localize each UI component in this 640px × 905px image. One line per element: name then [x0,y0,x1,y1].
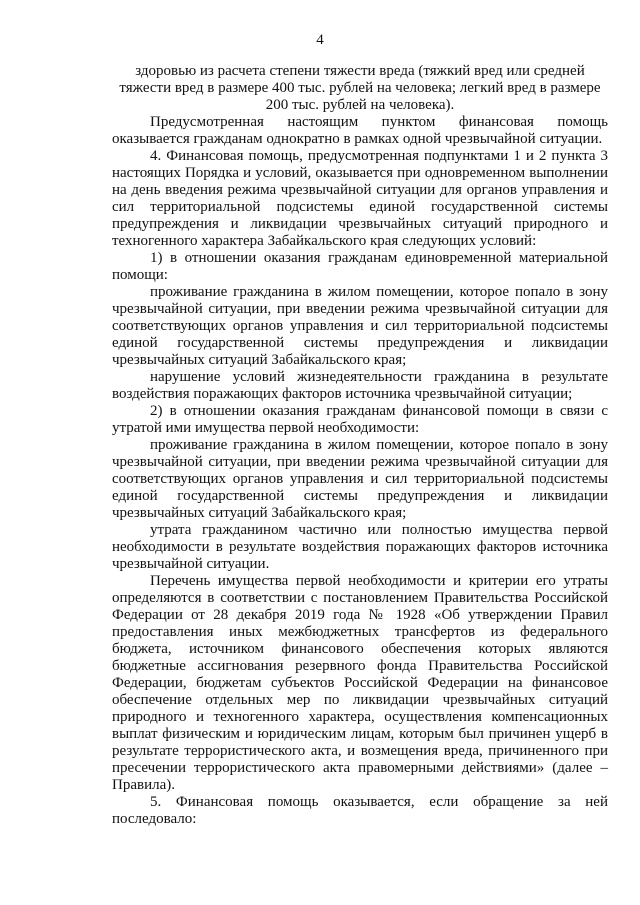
paragraph-subitem-1: 1) в отношении оказания гражданам единовременной материальной помощи: [112,250,608,283]
paragraph-subitem-2: 2) в отношении оказания гражданам финансовой помощи в связи с утратой ими имущества первой необходимости: [112,403,608,436]
page-number: 4 [316,32,324,48]
paragraph: Предусмотренная настоящим пунктом финансовая помощь оказывается гражданам однократно в рамках одной чрезвычайной ситуации. [112,114,608,147]
paragraph-item-4: 4. Финансовая помощь, предусмотренная подпунктами 1 и 2 пункта 3 настоящих Порядка и условий, оказывается при одновременном выполнении на день введения режима чрезвычайной ситуации для органов управления и сил территориальной подсистемы единой государственной системы предупреждения и ликвидации чрезвычайных ситуаций природного и техногенного характера Забайкальского края следующих условий: [112,148,608,249]
paragraph: Перечень имущества первой необходимости и критерии его утраты определяются в соответствии с постановлением Правительства Российской Федерации от 28 декабря 2019 года № 1928 «Об утверждении Правил предоставления иных межбюджетных трансфертов из федерального бюджета, источником финансового обеспечения которых являются бюджетные ассигнования резервного фонда Правительства Российской Федерации, бюджетам субъектов Российской Федерации на финансовое обеспечение отдельных мер по ликвидации чрезвычайных ситуаций природного и техногенного характера, осуществления компенсационных выплат физическим и юридическим лицам, которым был причинен ущерб в результате террористического акта, и возмещения вреда, причиненного при пресечении террористического акта правомерными действиями» (далее – Правила). [112,573,608,793]
paragraph: проживание гражданина в жилом помещении, которое попало в зону чрезвычайной ситуации, при введении режима чрезвычайной ситуации для соответствующих органов управления и сил территориальной подсистемы единой государственной системы предупреждения и ликвидации чрезвычайных ситуаций Забайкальского края; [112,284,608,368]
paragraph: проживание гражданина в жилом помещении, которое попало в зону чрезвычайной ситуации, при введении режима чрезвычайной ситуации для соответствующих органов управления и сил территориальной подсистемы единой государственной системы предупреждения и ликвидации чрезвычайных ситуаций Забайкальского края; [112,437,608,521]
paragraph: утрата гражданином частично или полностью имущества первой необходимости в результате воздействия поражающих факторов источника чрезвычайной ситуации. [112,522,608,572]
paragraph-item-5: 5. Финансовая помощь оказывается, если обращение за ней последовало: [112,794,608,827]
paragraph: нарушение условий жизнедеятельности гражданина в результате воздействия поражающих факторов источника чрезвычайной ситуации; [112,369,608,402]
paragraph-continuation: здоровью из расчета степени тяжести вреда (тяжкий вред или средней тяжести вред в размере 400 тыс. рублей на человека; легкий вред в размере 200 тыс. рублей на человека). [119,63,601,113]
document-body [112,63,608,828]
